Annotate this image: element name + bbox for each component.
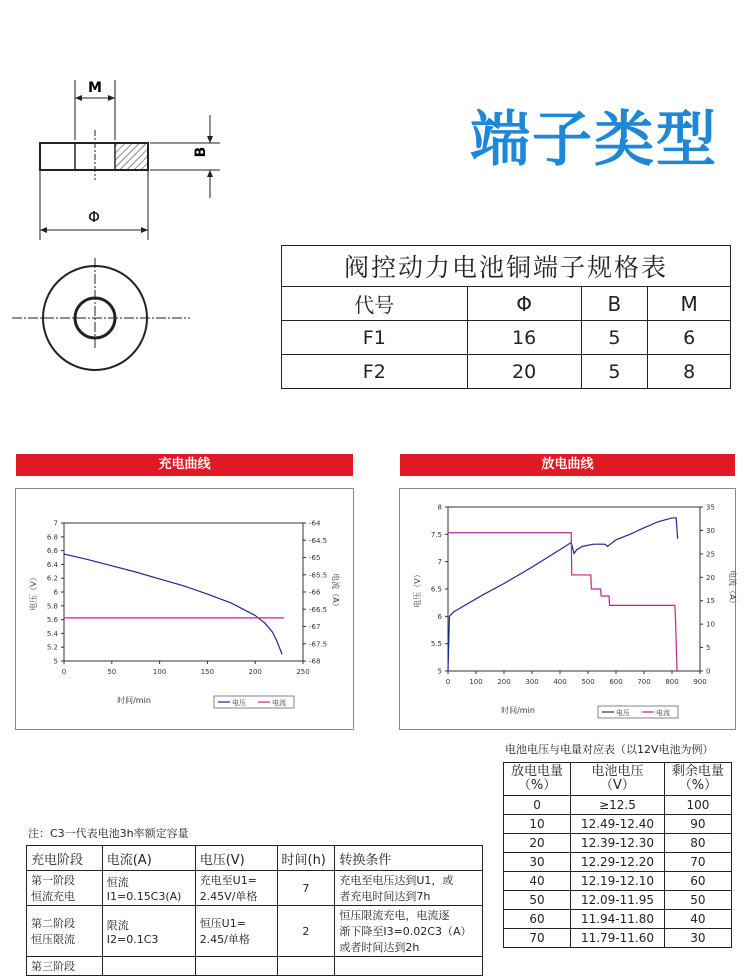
y2-tick-label: -66: [309, 588, 321, 597]
table-cell: 5: [581, 321, 648, 355]
y2-tick-label: 35: [706, 503, 715, 512]
charge-header: 电流(A): [102, 846, 195, 871]
x-tick-label: 250: [296, 668, 310, 676]
table-row: [504, 815, 732, 834]
y2-tick-label: -65.5: [309, 571, 328, 580]
table-cell: 限流 I2=0.1C3: [102, 906, 195, 957]
table-cell: 0: [504, 796, 571, 815]
y2-tick-label: 30: [706, 526, 715, 535]
table-row: [504, 796, 732, 815]
table-cell: 60: [504, 910, 571, 929]
series-line-current: [448, 533, 677, 671]
y2-tick-label: -67.5: [309, 640, 328, 649]
table-row: [282, 355, 731, 389]
table-cell: 40: [504, 872, 571, 891]
table-cell: 20: [504, 834, 571, 853]
y-tick-label: 7: [53, 519, 58, 528]
table-cell: 5: [581, 355, 648, 389]
x-tick-label: 700: [637, 678, 651, 686]
x-tick-label: 50: [107, 668, 117, 676]
x-axis-label: 时间/min: [117, 696, 151, 705]
table-cell: 100: [664, 796, 731, 815]
y-axis-label: 电压（V）: [29, 573, 38, 611]
x-tick-label: 600: [609, 678, 623, 686]
soc-table: [503, 762, 732, 948]
table-cell: 20: [467, 355, 581, 389]
table-cell: F2: [282, 355, 468, 389]
charge-header: 转换条件: [335, 846, 483, 871]
spec-header: 代号: [282, 287, 468, 321]
table-cell: 第二阶段 恒压限流: [27, 906, 103, 957]
x-tick-label: 200: [497, 678, 511, 686]
discharge-chart-title: 放电曲线: [400, 454, 735, 476]
table-cell: ≥12.5: [571, 796, 665, 815]
x-tick-label: 300: [525, 678, 539, 686]
y-tick-label: 5: [53, 657, 58, 666]
table-cell: 30: [504, 853, 571, 872]
dim-b-label: B: [193, 146, 209, 158]
y-tick-label: 6.8: [46, 533, 58, 542]
soc-header: 剩余电量 （%）: [664, 763, 731, 796]
table-cell: 7: [277, 871, 335, 906]
y2-tick-label: 25: [706, 550, 715, 559]
x-tick-label: 150: [200, 668, 215, 676]
discharge-chart-panel: [399, 488, 736, 730]
y-tick-label: 6.6: [46, 547, 58, 556]
table-cell: [195, 957, 277, 976]
table-cell: 12.39-12.30: [571, 834, 665, 853]
y-tick-label: 5.2: [46, 643, 58, 652]
y2-tick-label: -64: [309, 519, 321, 528]
plot-frame: [64, 523, 303, 661]
spec-table-caption: 阀控动力电池铜端子规格表: [282, 246, 731, 287]
table-cell: 第三阶段: [27, 957, 103, 976]
table-cell: 充电至电压达到U1，或 者充电时间达到7h: [335, 871, 483, 906]
x-tick-label: 500: [581, 678, 595, 686]
table-cell: 80: [664, 834, 731, 853]
y2-tick-label: -66.5: [309, 605, 328, 614]
dim-phi-label: Φ: [88, 208, 100, 226]
table-cell: 恒流 I1=0.15C3(A): [102, 871, 195, 906]
spec-table: [281, 245, 731, 389]
x-axis-label: 时间/min: [501, 706, 535, 715]
table-cell: 恒压U1= 2.45/单格: [195, 906, 277, 957]
y-tick-label: 6: [53, 588, 58, 597]
table-cell: 30: [664, 929, 731, 948]
table-cell: 12.29-12.20: [571, 853, 665, 872]
y2-tick-label: 20: [706, 573, 715, 582]
y-tick-label: 5.6: [46, 616, 58, 625]
spec-header: Φ: [467, 287, 581, 321]
x-tick-label: 0: [445, 678, 451, 686]
charge-chart-panel: [15, 488, 354, 730]
legend-label: 电流: [272, 699, 286, 707]
table-cell: 12.09-11.95: [571, 891, 665, 910]
spec-header: M: [648, 287, 731, 321]
table-cell: 充电至U1= 2.45V/单格: [195, 871, 277, 906]
y2-tick-label: -67: [309, 623, 321, 631]
table-cell: 2: [277, 906, 335, 957]
y2-axis-label: 电流（A）: [331, 573, 340, 611]
soc-header: 放电电量 （%）: [504, 763, 571, 796]
dim-m-label: M: [88, 80, 102, 96]
legend-label: 电压: [232, 699, 246, 707]
y2-tick-label: 5: [706, 644, 711, 653]
x-tick-label: 100: [152, 668, 167, 676]
y-tick-label: 8: [437, 503, 442, 512]
discharge-chart: [400, 489, 735, 729]
table-row: [504, 853, 732, 872]
table-cell: 11.79-11.60: [571, 929, 665, 948]
table-cell: 40: [664, 910, 731, 929]
table-cell: 恒压限流充电，电流逐 渐下降至I3=0.02C3（A） 或者时间达到2h: [335, 906, 483, 957]
x-tick-label: 100: [469, 678, 483, 686]
table-cell: 50: [504, 891, 571, 910]
table-cell: F1: [282, 321, 468, 355]
table-row: [27, 957, 483, 976]
y-tick-label: 5.4: [46, 629, 58, 638]
charge-header: 时间(h): [277, 846, 335, 871]
x-tick-label: 200: [248, 668, 262, 676]
table-row: [282, 321, 731, 355]
table-cell: 10: [504, 815, 571, 834]
table-cell: 11.94-11.80: [571, 910, 665, 929]
legend-label: 电压: [616, 709, 630, 717]
table-cell: 70: [504, 929, 571, 948]
table-cell: 50: [664, 891, 731, 910]
table-row: [504, 891, 732, 910]
table-cell: 12.49-12.40: [571, 815, 665, 834]
y2-tick-label: -64.5: [309, 536, 328, 545]
charge-table-note: 注：C3一代表电池3h率额定容量: [28, 827, 189, 840]
legend-label: 电流: [656, 709, 670, 717]
table-row: [504, 910, 732, 929]
table-cell: 12.19-12.10: [571, 872, 665, 891]
y2-axis-label: 电流（A）: [728, 570, 737, 608]
x-tick-label: 0: [61, 668, 67, 676]
charge-header: 充电阶段: [27, 846, 103, 871]
table-cell: 16: [467, 321, 581, 355]
x-tick-label: 900: [693, 678, 707, 686]
table-cell: [335, 957, 483, 976]
soc-header: 电池电压 （V）: [571, 763, 665, 796]
table-row: [27, 871, 483, 906]
charge-table: [26, 845, 483, 976]
table-cell: [102, 957, 195, 976]
y-tick-label: 6: [437, 612, 442, 621]
table-cell: 60: [664, 872, 731, 891]
charge-header: 电压(V): [195, 846, 277, 871]
table-cell: [277, 957, 335, 976]
charge-chart-title: 充电曲线: [16, 454, 353, 476]
series-line-voltage: [64, 554, 282, 654]
table-cell: 第一阶段 恒流充电: [27, 871, 103, 906]
x-tick-label: 800: [665, 678, 679, 686]
x-tick-label: 400: [553, 678, 567, 686]
table-cell: 70: [664, 853, 731, 872]
table-row: [27, 906, 483, 957]
terminal-diagram: [0, 70, 230, 350]
series-line-voltage: [448, 518, 678, 671]
charge-chart: [16, 489, 353, 729]
y-tick-label: 5.8: [46, 602, 58, 611]
y-tick-label: 5.5: [430, 640, 442, 649]
y-tick-label: 6.5: [430, 585, 442, 594]
y2-tick-label: 15: [706, 597, 715, 606]
spec-header: B: [581, 287, 648, 321]
y-tick-label: 7.5: [430, 530, 442, 539]
page-title: 端子类型: [470, 105, 718, 175]
y-axis-label: 电压（V）: [413, 570, 422, 608]
y2-tick-label: -68: [309, 657, 321, 666]
soc-table-caption: 电池电压与电量对应表（以12V电池为例）: [505, 743, 714, 756]
y2-tick-label: -65: [309, 554, 321, 562]
table-cell: 6: [648, 321, 731, 355]
y2-tick-label: 10: [706, 620, 715, 629]
y-tick-label: 5: [437, 667, 442, 676]
table-row: [504, 872, 732, 891]
plot-frame: [448, 507, 700, 671]
y-tick-label: 6.2: [46, 574, 58, 583]
y-tick-label: 7: [437, 558, 442, 567]
table-cell: 90: [664, 815, 731, 834]
table-row: [504, 929, 732, 948]
table-row: [504, 834, 732, 853]
table-cell: 8: [648, 355, 731, 389]
y2-tick-label: 0: [706, 667, 711, 676]
y-tick-label: 6.4: [46, 560, 58, 569]
